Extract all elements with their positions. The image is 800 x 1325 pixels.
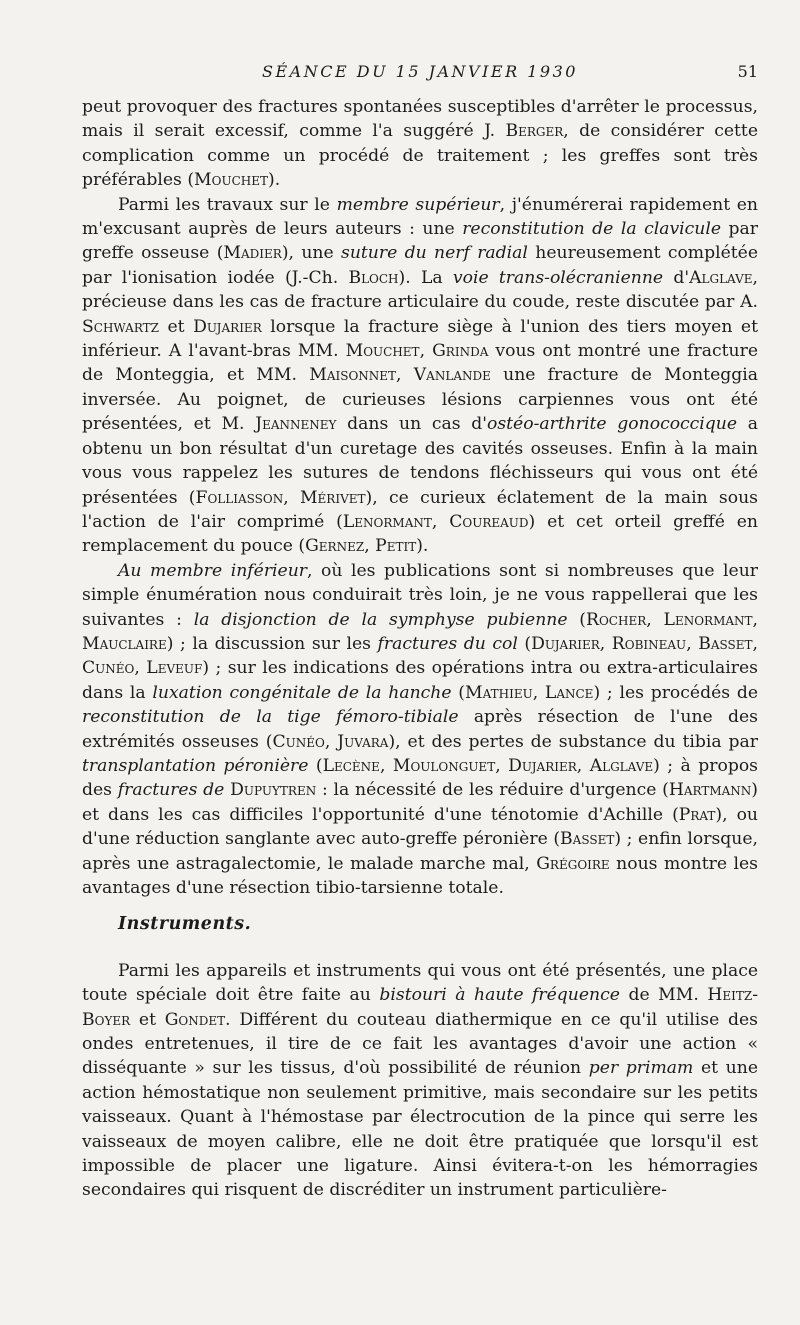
text-run: ) ; à propos des (82, 755, 759, 801)
text-run: , (495, 755, 509, 776)
author-name: Lance (544, 682, 594, 703)
text-run: , précieuse dans les cas de fracture articulaire du coude, reste discutée par A. (82, 267, 759, 313)
author-name: Gondet (164, 1009, 226, 1030)
author-name: Coureaud (449, 511, 529, 532)
paragraph-3 (82, 559, 758, 901)
text-run: , j'énumérerai rapidement en m'excusant auprès de leurs auteurs : une (82, 194, 758, 240)
text-run: ) ; enfin lorsque, après une astragalectomie, le malade marche mal, (82, 829, 758, 874)
italic-term: ostéo-arthrite gonococcique (486, 414, 738, 435)
text-run: ), ou d'une réduction sanglante avec auto-greffe péronière ( (82, 804, 758, 850)
italic-term: fractures de (117, 780, 225, 801)
text-run: lorsque la fracture siège à l'union des tiers moyen et inférieur. A l'avant-bras MM. (82, 316, 758, 362)
italic-term: voie trans-olécranienne (452, 267, 664, 288)
author-name: Alglave (589, 755, 654, 776)
author-name: Leveuf (146, 658, 203, 679)
text-run: , (646, 609, 664, 630)
text-run: , (532, 682, 545, 703)
author-name: Cunéo (82, 658, 135, 679)
author-name: Basset (560, 829, 615, 850)
text-run: , (324, 731, 338, 752)
text-run: , (686, 633, 699, 654)
author-name: Maisonnet (309, 365, 397, 386)
text-run: heureusement complétée par l'ionisation iodée (J.-Ch. (82, 243, 759, 288)
text-run: et (159, 316, 194, 337)
author-name: Mérivet (299, 487, 366, 508)
text-run: nous montre les avantages d'une résection tibio-tarsienne totale. (82, 853, 758, 898)
author-name: Alglave (689, 267, 753, 288)
text-run: ). La (398, 267, 453, 288)
text-run: ), ce curieux éclatement de la main sous l'action de l'air comprimé ( (82, 487, 758, 532)
text-run: ( (517, 633, 532, 654)
text-run: ) et cet orteil greffé en remplacement du pouce ( (82, 511, 758, 557)
italic-term: Au membre inférieur (118, 560, 308, 581)
author-name: Berger (505, 121, 564, 142)
author-name: Mouchet (345, 341, 420, 362)
text-run: a obtenu un bon résultat d'un curetage des cavités osseuses. Enfin à la main vous vous rappelez les sutures de tendons fléchisseurs qui vous ont été présentées ( (82, 414, 758, 508)
running-title: SÉANCE DU 15 JANVIER 1930 (262, 62, 578, 81)
author-name: Vanlande (413, 365, 491, 386)
text-run: , (396, 365, 414, 386)
author-name: Basset (698, 633, 753, 654)
author-name: Lenormant (663, 609, 753, 630)
text-run: , (134, 658, 147, 679)
text-run: , (431, 511, 450, 532)
text-run: une fracture de Monteggia inversée. Au poignet, de curieuses lésions carpiennes vous ont été présentées, et M. (82, 365, 759, 435)
author-name: Petit (375, 536, 417, 557)
text-run: Parmi les appareils et instruments qui vous ont été présentés, une place toute spéciale doit être faite au (82, 960, 758, 1006)
text-run: ). (416, 536, 429, 557)
italic-term: suture du nerf radial (341, 243, 528, 264)
text-run: ) ; les procédés de (593, 682, 758, 703)
author-name: Schwartz (82, 316, 159, 337)
author-name: Dujarier (508, 755, 577, 776)
text-run: , de considérer cette complication comme un procédé de traitement ; les greffes sont très préférables ( (82, 121, 758, 191)
paragraph-1 (82, 95, 758, 193)
author-name: Hartmann (668, 780, 752, 801)
author-name: Cunéo (272, 731, 325, 752)
author-name: Juvara (337, 731, 389, 752)
italic-term: la disjonction de la symphyse pubienne (193, 609, 568, 630)
text-run: dans un cas d' (336, 414, 487, 435)
text-run: . Différent du couteau diathermique en ce qu'il utilise des ondes entretenues, il tire de ce fait les avantages d'avoir une action « disséquante » sur les tissus, d'où possibilité de réunion (82, 1009, 758, 1079)
author-name: Dujarier (193, 316, 262, 337)
author-name: Jeanneney (255, 414, 337, 435)
author-name: Grégoire (536, 853, 610, 874)
text-run: vous ont montré une fracture de Monteggia, et MM. (82, 341, 758, 386)
italic-term: luxation congénitale de la hanche (152, 682, 452, 703)
text-run: , (379, 755, 393, 776)
italic-term: per primam (588, 1058, 694, 1079)
text-run: ). (268, 170, 281, 191)
author-name: Prat (678, 804, 716, 825)
text-run: ), une (281, 243, 342, 264)
italic-term: membre supérieur (336, 194, 500, 215)
italic-term: reconstitution de la clavicule (462, 219, 722, 240)
author-name: Heitz-Boyer (82, 985, 759, 1030)
text-run: , (752, 609, 759, 630)
text-run: par greffe osseuse ( (82, 219, 758, 264)
text-run: peut provoquer des fractures spontanées susceptibles d'arrêter le processus, mais il serait excessif, comme l'a suggéré J. (82, 97, 758, 142)
text-run: , (752, 633, 758, 654)
italic-term: reconstitution de la tige fémoro-tibiale (82, 707, 459, 728)
text-run: Parmi les travaux sur le (118, 194, 337, 215)
text-run: : la nécessité de les réduire d'urgence ( (316, 780, 669, 801)
text-run: ), et des pertes de substance du tibia par (388, 731, 758, 752)
text-run: après résection de l'une des extrémités osseuses ( (82, 707, 758, 752)
text-run: , où les publications sont si nombreuses que leur simple énumération nous conduirait très loin, je ne vous rappellerai que les suivantes : (82, 560, 758, 630)
section-heading: Instruments. (118, 914, 252, 935)
author-name: Lenormant (342, 511, 432, 532)
text-run: ) et dans les cas difficiles l'opportunité d'une ténotomie d'Achille ( (82, 780, 758, 825)
text-run: ) ; la discussion sur les (166, 633, 378, 654)
author-name: Lecène (322, 755, 380, 776)
author-name: Mathieu (465, 682, 533, 703)
author-name: Bloch (348, 267, 399, 288)
author-name: Moulonguet (392, 755, 496, 776)
italic-term: bistouri à haute fréquence (379, 985, 620, 1006)
author-name: Dupuytren (230, 780, 317, 801)
text-run: ( (451, 682, 465, 703)
text-run: , (599, 633, 612, 654)
running-header (82, 58, 758, 88)
author-name: Folliasson (195, 487, 284, 508)
author-name: Mauclaire (82, 633, 167, 654)
text-run: , (283, 487, 300, 508)
text-run: , (419, 341, 433, 362)
text-run: , (576, 755, 590, 776)
author-name: Mouchet (194, 170, 269, 191)
author-name: Robineau (611, 633, 687, 654)
text-run: de MM. (619, 985, 708, 1006)
paragraph-2 (82, 193, 758, 559)
page-number: 51 (737, 62, 758, 81)
text-run: et une action hémostatique non seulement primitive, mais secondaire sur les petits vaisseaux. Quant à l'hémostase par électrocution de la pince qui serre les vaisseaux de moyen calibre, elle ne doit être pratiquée que lorsqu'il est impossible de placer une ligature. Ainsi évitera-t-on les hémorragies secondaires qui risquent de discréditer un instrument particulière- (82, 1058, 758, 1201)
author-name: Dujarier (531, 633, 600, 654)
author-name: Rocher (586, 609, 647, 630)
text-run: , (364, 536, 376, 557)
paragraph-4 (82, 959, 758, 1203)
italic-term: transplantation péronière (82, 755, 309, 776)
text-run: d' (663, 267, 690, 288)
text-run: et (130, 1009, 165, 1030)
author-name: Gernez (305, 536, 365, 557)
text-run: ( (567, 609, 587, 630)
author-name: Madier (223, 243, 282, 264)
author-name: Grinda (432, 341, 489, 362)
text-run: ( (308, 755, 323, 776)
italic-term: fractures du col (377, 633, 518, 654)
text-run: ) ; sur les indications des opérations intra ou extra-articulaires dans la (82, 658, 758, 703)
body-text (82, 95, 758, 1203)
